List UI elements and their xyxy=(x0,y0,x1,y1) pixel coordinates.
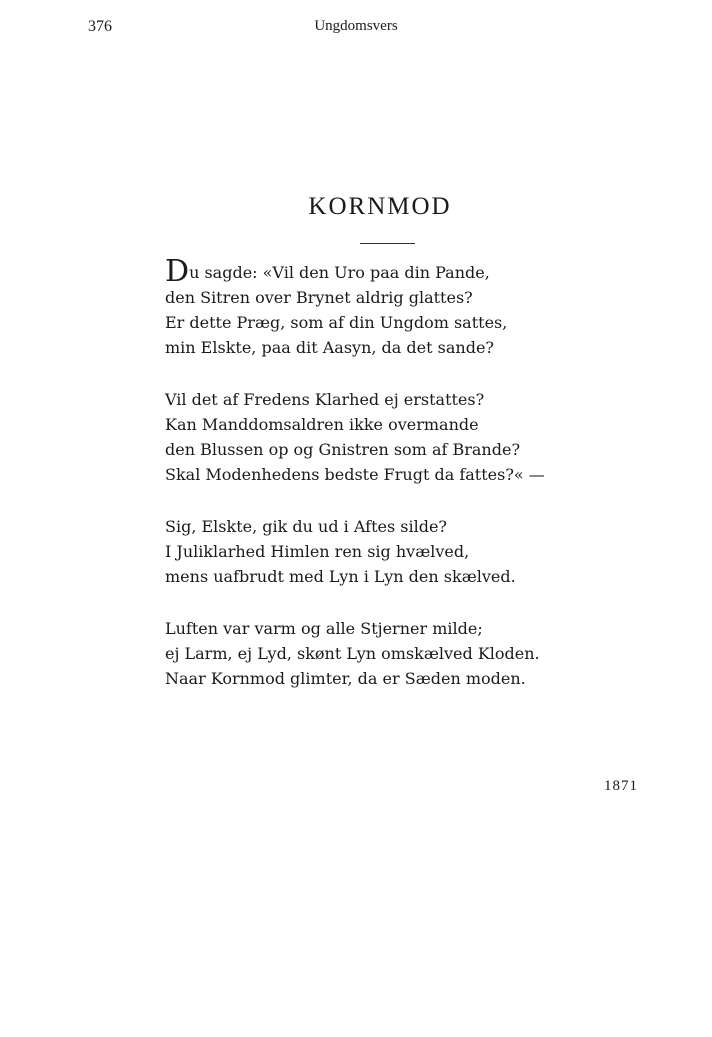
poem-line: Luften var varm og alle Stjerner milde; xyxy=(165,619,483,638)
poem-line: Sig, Elskte, gik du ud i Aftes silde? xyxy=(165,517,447,536)
poem-line: Vil det af Fredens Klarhed ej erstattes? xyxy=(165,390,485,409)
stanza-1 xyxy=(165,254,635,360)
poem-line: ej Larm, ej Lyd, skønt Lyn omskælved Kloden. xyxy=(165,644,540,663)
poem-line: I Juliklarhed Himlen ren sig hvælved, xyxy=(165,542,470,561)
drop-cap: D xyxy=(165,254,190,289)
poem-line: den Sitren over Brynet aldrig glattes? xyxy=(165,288,473,307)
poem-line: den Blussen op og Gnistren som af Brande? xyxy=(165,440,521,459)
poem-line-text: u sagde: «Vil den Uro paa din Pande, xyxy=(189,263,490,282)
poem-line: min Elskte, paa dit Aasyn, da det sande? xyxy=(165,338,494,357)
page-number: 376 xyxy=(88,18,112,35)
poem-line xyxy=(165,254,635,289)
poem-line: Skal Modenhedens bedste Frugt da fattes?« — xyxy=(165,465,545,484)
stanza-4 xyxy=(165,616,635,691)
poem-title: KORNMOD xyxy=(308,193,452,220)
poem-year: 1871 xyxy=(604,778,638,794)
poem-body xyxy=(165,254,635,691)
running-header: Ungdomsvers xyxy=(314,18,398,34)
poem-line: Naar Kornmod glimter, da er Sæden moden. xyxy=(165,669,526,688)
poem-line: Er dette Præg, som af din Ungdom sattes, xyxy=(165,313,508,332)
stanza-3 xyxy=(165,514,635,589)
poem-line: Kan Manddomsaldren ikke overmande xyxy=(165,415,479,434)
stanza-2 xyxy=(165,387,635,487)
poem-line: mens uafbrudt med Lyn i Lyn den skælved. xyxy=(165,567,516,586)
title-divider xyxy=(360,243,415,244)
